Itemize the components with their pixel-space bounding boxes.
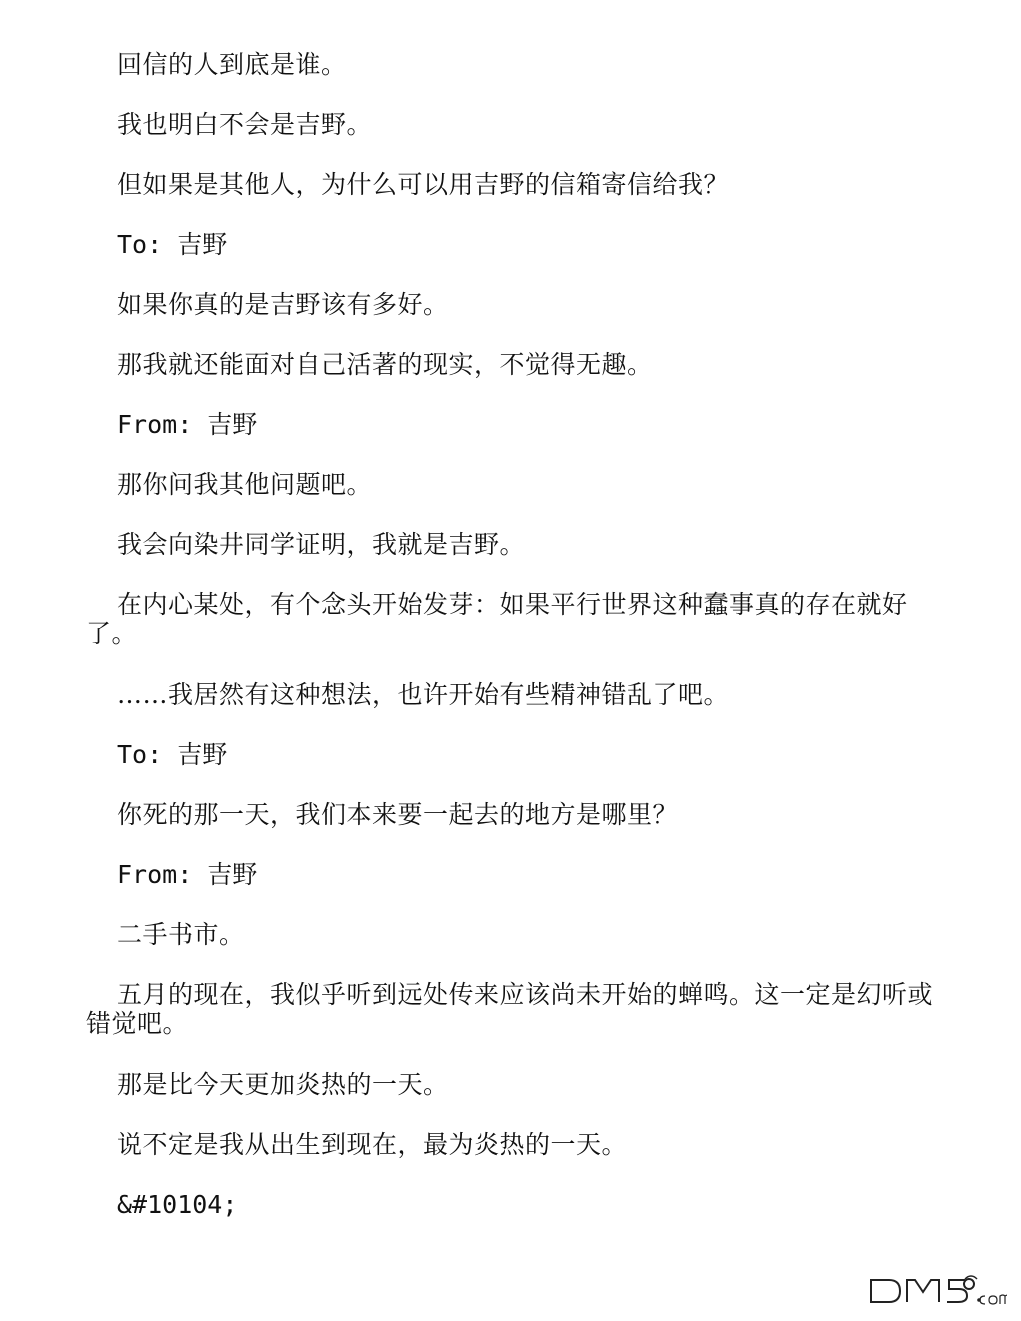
paragraph-from-header: From: 吉野 xyxy=(117,410,258,439)
paragraph: 如果你真的是吉野该有多好。 xyxy=(117,290,449,319)
paragraph-entity-text: &#10104; xyxy=(117,1190,238,1219)
paragraph: 那你问我其他问题吧。 xyxy=(117,470,373,499)
paragraph-to-header: To: 吉野 xyxy=(117,230,228,259)
paragraph: 我会向染井同学证明，我就是吉野。 xyxy=(117,530,526,559)
paragraph: 说不定是我从出生到现在，最为炎热的一天。 xyxy=(117,1130,628,1159)
paragraph: 那我就还能面对自己活著的现实，不觉得无趣。 xyxy=(117,350,653,379)
paragraph: 那是比今天更加炎热的一天。 xyxy=(117,1070,449,1099)
paragraph: 二手书市。 xyxy=(117,920,245,949)
paragraph: 我也明白不会是吉野。 xyxy=(117,110,373,139)
paragraph: 五月的现在，我似乎听到远处传来应该尚未开始的蝉鸣。这一定是幻听或错觉吧。 xyxy=(86,980,934,1038)
paragraph-to-header: To: 吉野 xyxy=(117,740,228,769)
paragraph-from-header: From: 吉野 xyxy=(117,860,258,889)
paragraph: 但如果是其他人，为什么可以用吉野的信箱寄信给我？ xyxy=(117,170,730,199)
dm5-watermark-logo xyxy=(867,1273,1007,1307)
paragraph: ……我居然有这种想法，也许开始有些精神错乱了吧。 xyxy=(117,680,730,709)
paragraph: 回信的人到底是谁。 xyxy=(117,50,347,79)
paragraph: 在内心某处，有个念头开始发芽：如果平行世界这种蠢事真的存在就好了。 xyxy=(86,590,908,648)
paragraph: 你死的那一天，我们本来要一起去的地方是哪里？ xyxy=(117,800,679,829)
